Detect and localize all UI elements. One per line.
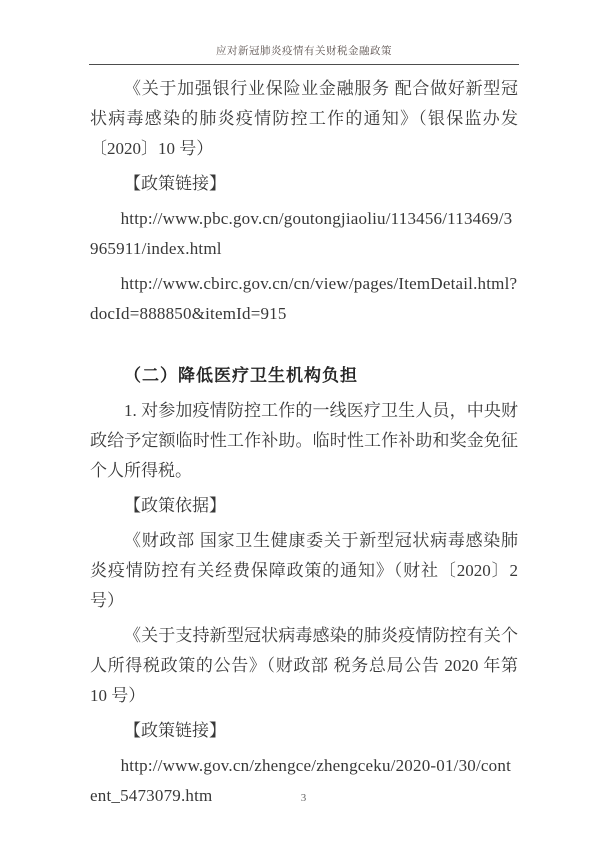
url-gov-cn: http://www.gov.cn/zhengce/zhengceku/2020-01/30/content_5473079.htm	[90, 756, 511, 805]
page-number: 3	[300, 792, 307, 804]
policy-link-label: 【政策链接】	[124, 174, 226, 193]
paragraph-item-1: 1. 对参加疫情防控工作的一线医疗卫生人员，中央财政给予定额临时性工作补助。临时性工作补助和奖金免征个人所得税。	[90, 401, 518, 480]
page-header	[89, 43, 519, 65]
policy-basis-label: 【政策依据】	[124, 496, 226, 515]
paragraph-banking-insurance-notice: 《关于加强银行业保险业金融服务 配合做好新型冠状病毒感染的肺炎疫情防控工作的通知》（银保监办发〔2020〕10 号）	[90, 79, 518, 158]
policy-link-label: 【政策链接】	[124, 721, 226, 740]
section-heading-2: （二）降低医疗卫生机构负担	[124, 366, 358, 385]
url-pbc: http://www.pbc.gov.cn/goutongjiaoliu/113456/113469/3965911/index.html	[90, 209, 513, 258]
paragraph-mof-nhc-notice: 《财政部 国家卫生健康委关于新型冠状病毒感染肺炎疫情防控有关经费保障政策的通知》（财社〔2020〕2 号）	[90, 531, 518, 610]
header-title: 应对新冠肺炎疫情有关财税金融政策	[216, 46, 392, 57]
document-body	[90, 74, 518, 811]
url-cbirc: http://www.cbirc.gov.cn/cn/view/pages/ItemDetail.html?docId=888850&itemId=915	[90, 274, 518, 323]
paragraph-iit-announcement: 《关于支持新型冠状病毒感染的肺炎疫情防控有关个人所得税政策的公告》（财政部 税务总局公告 2020 年第 10 号）	[90, 626, 518, 705]
